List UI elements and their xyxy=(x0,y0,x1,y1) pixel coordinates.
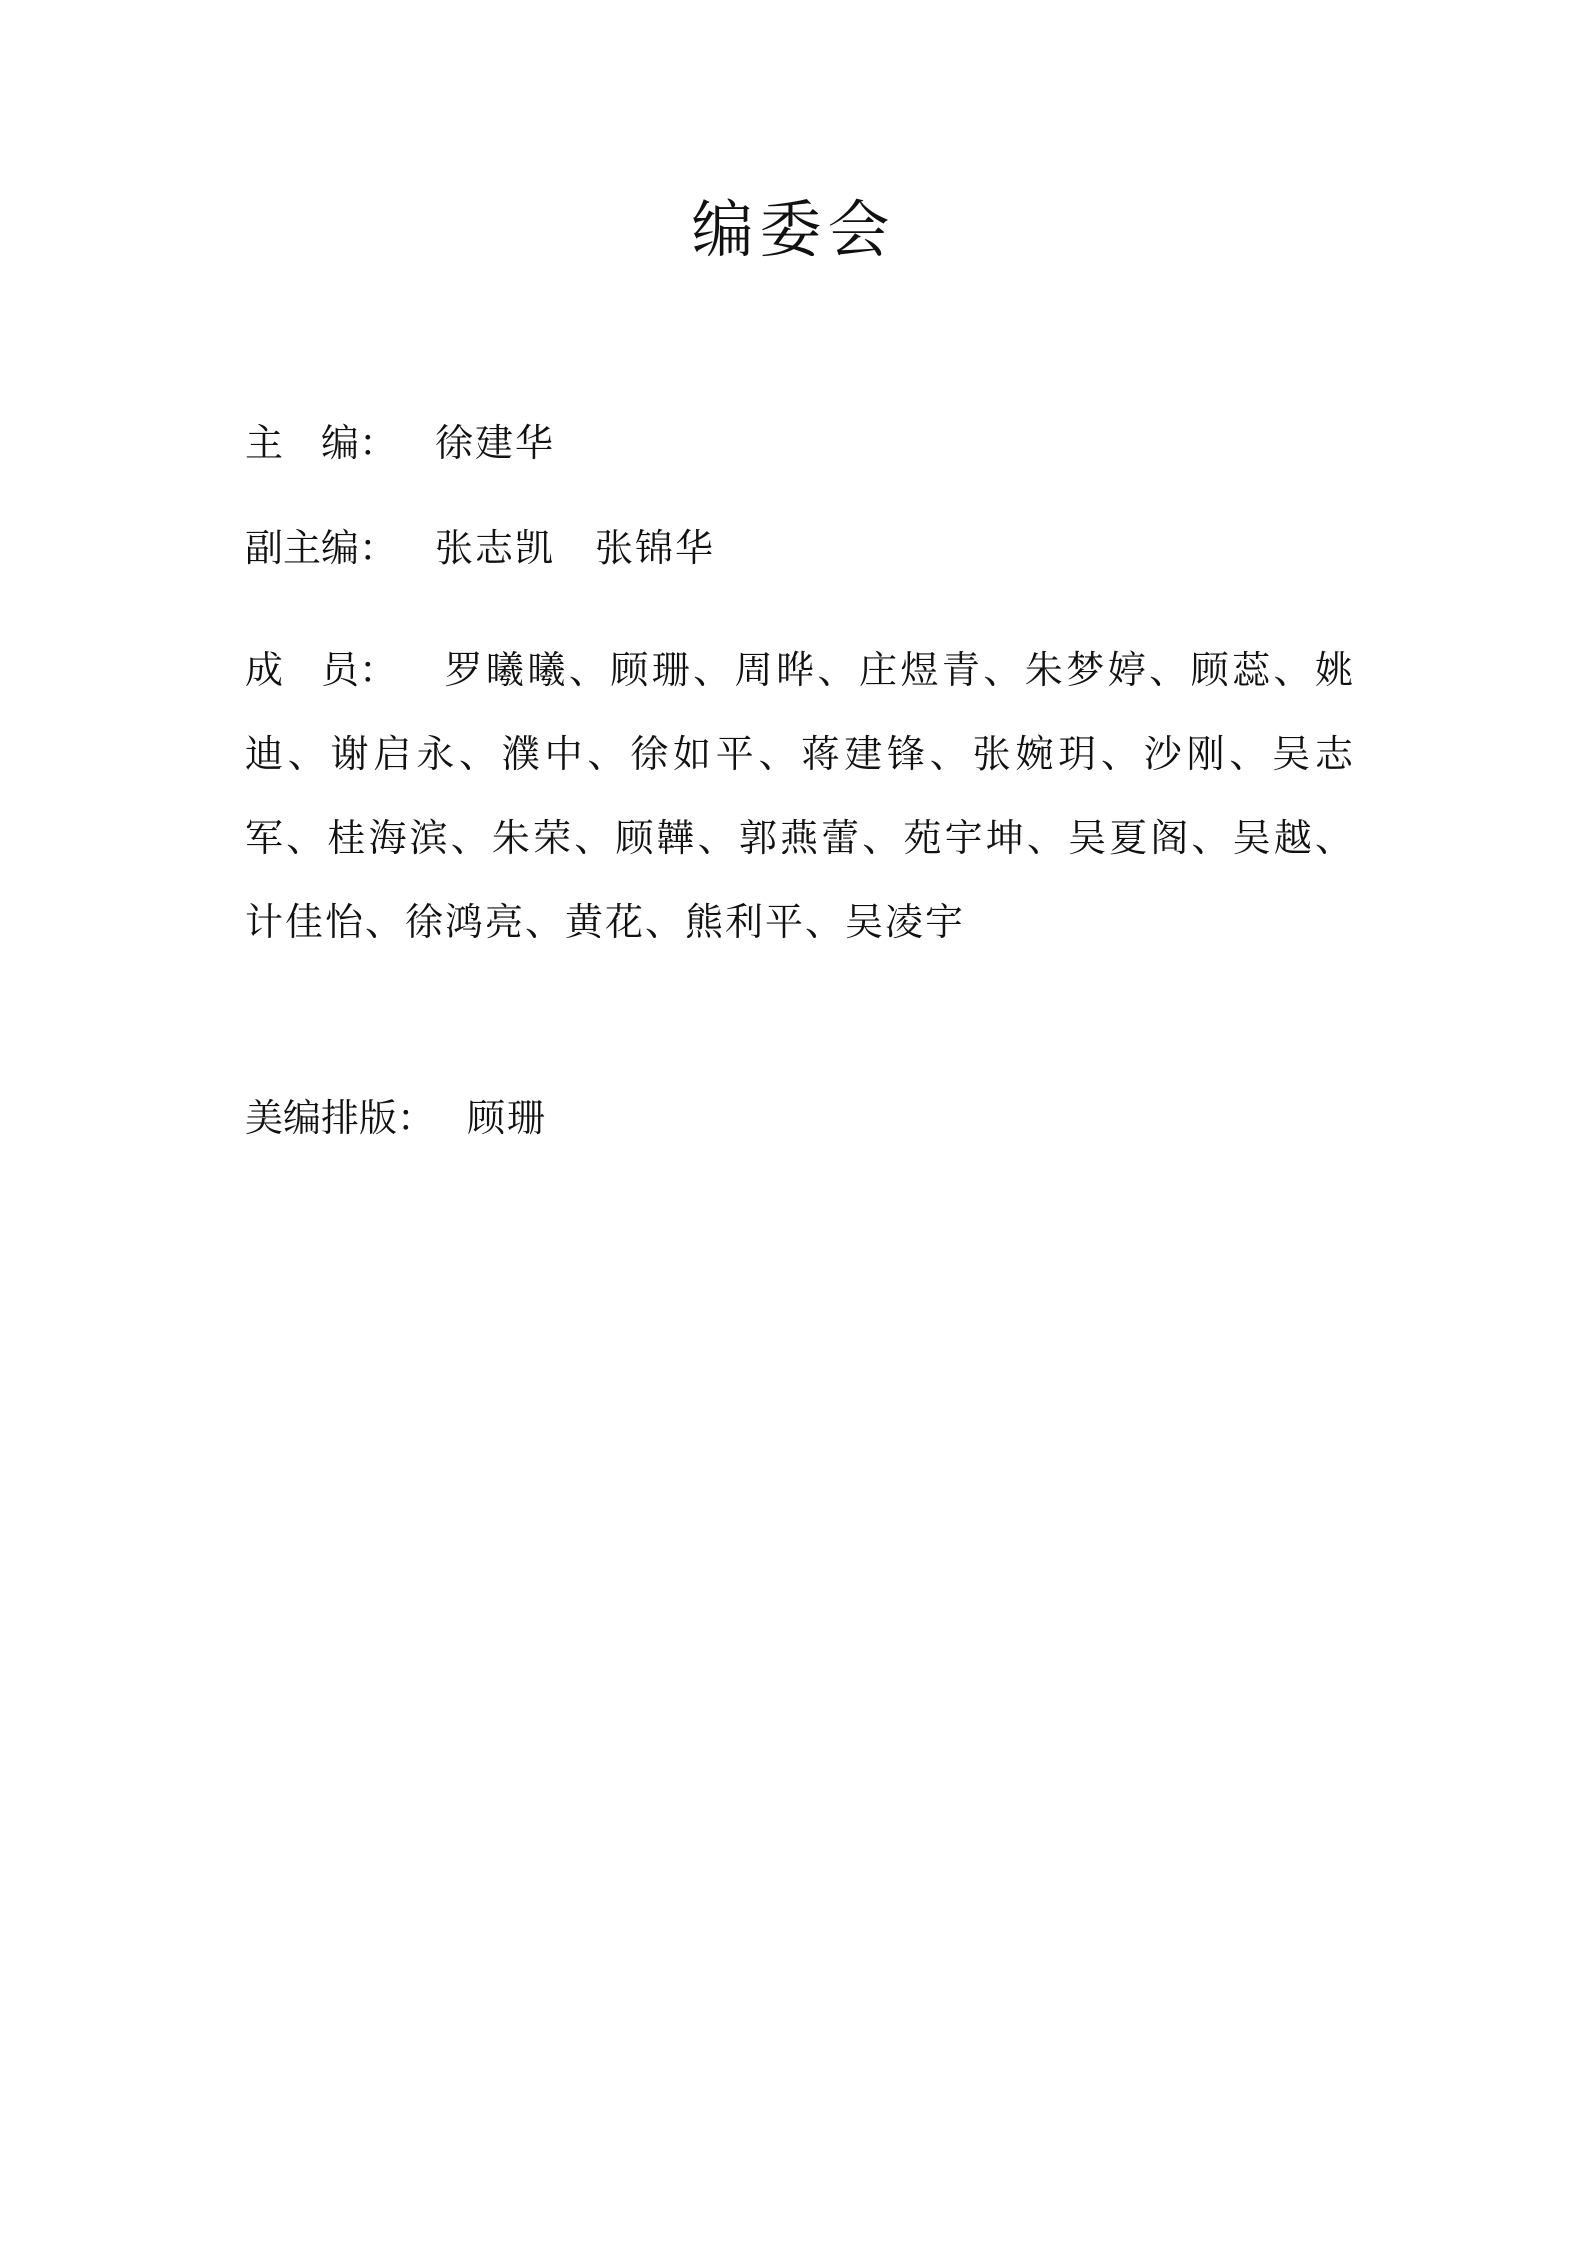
layout-design-label: 美编排版： xyxy=(245,1096,436,1140)
deputy-editors-label: 副主编： xyxy=(245,526,398,570)
members-row xyxy=(245,628,1355,964)
deputy-editors-row xyxy=(245,523,715,573)
editor-in-chief-row xyxy=(245,418,555,468)
deputy-editors-value: 张志凯 张锦华 xyxy=(435,526,716,570)
page-title: 编委会 xyxy=(691,193,896,266)
members-value: 罗曦曦、顾珊、周晔、庄煜青、朱梦婷、顾蕊、姚迪、谢启永、濮中、徐如平、蒋建锋、张婉玥、沙刚、吴志军、桂海滨、朱荣、顾韡、郭燕蕾、苑宇坤、吴夏阁、吴越、计佳怡、徐鸿亮、黄花、熊利平、吴凌宇 xyxy=(245,648,1355,944)
members-label: 成 员： xyxy=(245,648,398,692)
editor-in-chief-value: 徐建华 xyxy=(435,421,556,465)
editor-in-chief-label: 主 编： xyxy=(245,421,398,465)
layout-design-value: 顾珊 xyxy=(467,1096,548,1140)
layout-design-row xyxy=(245,1093,547,1143)
